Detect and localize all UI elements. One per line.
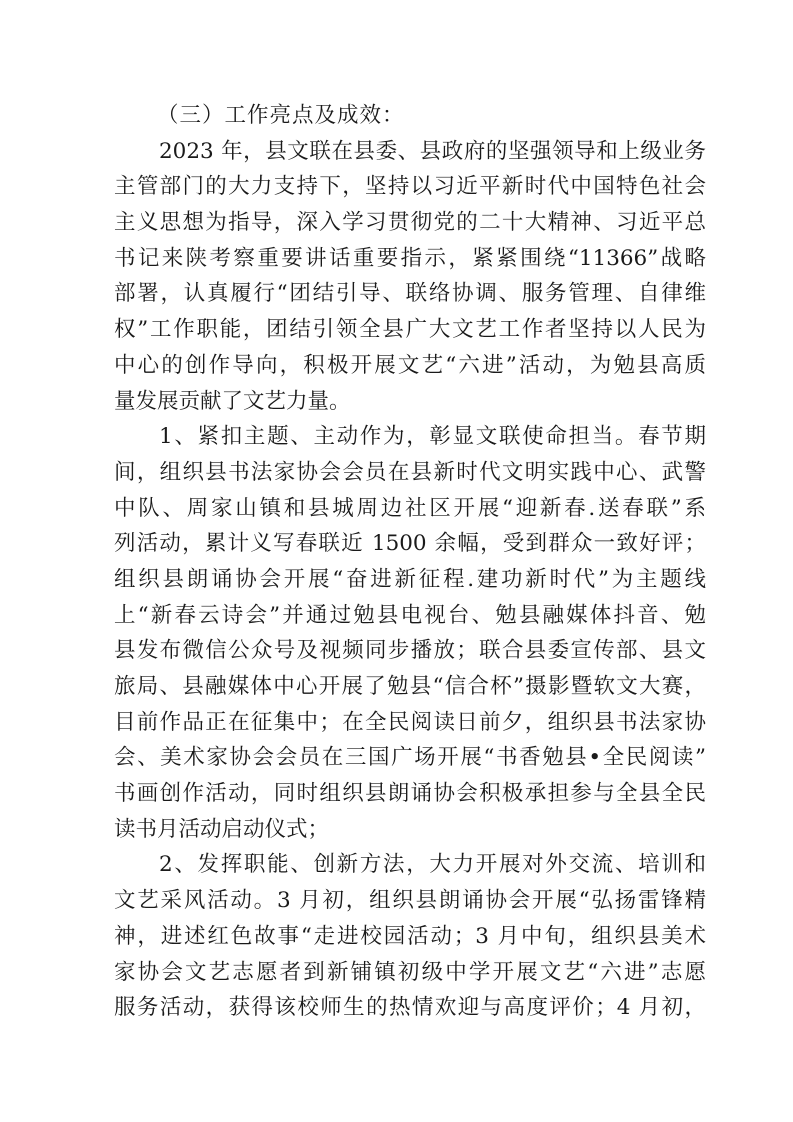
paragraph-item-1 [114, 419, 706, 847]
text-line: 1、紧扣主题、主动作为，彰显文联使命担当。春节期 [159, 424, 706, 450]
text-line: 家协会文艺志愿者到新铺镇初级中学开展文艺“六进”志愿 [114, 959, 706, 985]
text-line: 会、美术家协会会员在三国广场开展“书香勉县•全民阅读” [114, 745, 706, 771]
paragraph-summary [114, 134, 706, 420]
text-line: 神，进述红色故事“走进校园活动；3 月中旬，组织县美术 [114, 923, 706, 949]
text-line: 旅局、县融媒体中心开展了勉县“信合杯”摄影暨软文大赛， [114, 674, 706, 699]
text-line: 服务活动，获得该校师生的热情欢迎与高度评价；4 月初， [114, 995, 706, 1021]
text-line: 主义思想为指导，深入学习贯彻党的二十大精神、习近平总 [114, 210, 706, 236]
text-line: 主管部门的大力支持下，坚持以习近平新时代中国特色社会 [114, 174, 706, 200]
text-line: 量发展贡献了文艺力量。 [114, 388, 351, 414]
document-body [114, 98, 706, 1026]
text-line: 组织县朗诵协会开展“奋进新征程.建功新时代”为主题线 [114, 566, 706, 592]
text-line: 列活动，累计义写春联近 1500 余幅，受到群众一致好评； [114, 531, 706, 557]
text-line: 书记来陕考察重要讲话重要指示，紧紧围绕“11366”战略 [114, 245, 706, 271]
text-line: 2023 年，县文联在县委、县政府的坚强领导和上级业务 [159, 138, 706, 164]
text-line: 间，组织县书法家协会会员在县新时代文明实践中心、武警 [114, 459, 706, 485]
text-line: 2、发挥职能、创新方法，大力开展对外交流、培训和 [159, 852, 706, 878]
text-line: 上“新春云诗会”并通过勉县电视台、勉县融媒体抖音、勉 [114, 602, 706, 628]
text-line: 县发布微信公众号及视频同步播放；联合县委宣传部、县文 [114, 638, 706, 664]
text-line: 读书月活动启动仪式； [114, 816, 330, 842]
text-line: 文艺采风活动。3 月初，组织县朗诵协会开展“弘扬雷锋精 [114, 888, 706, 914]
section-heading: （三）工作亮点及成效： [157, 103, 405, 128]
text-line: 目前作品正在征集中；在全民阅读日前夕，组织县书法家协 [114, 709, 706, 735]
text-line: 部署，认真履行“团结引导、联络协调、服务管理、自律维 [114, 281, 706, 307]
text-line: 书画创作活动，同时组织县朗诵协会积极承担参与全县全民 [114, 781, 706, 807]
paragraph-item-2 [114, 847, 706, 1025]
text-line: 中心的创作导向，积极开展文艺“六进”活动，为勉县高质 [114, 352, 706, 378]
text-line: 中队、周家山镇和县城周边社区开展“迎新春.送春联”系 [114, 495, 706, 521]
text-line: 权”工作职能，团结引领全县广大文艺工作者坚持以人民为 [114, 317, 706, 343]
